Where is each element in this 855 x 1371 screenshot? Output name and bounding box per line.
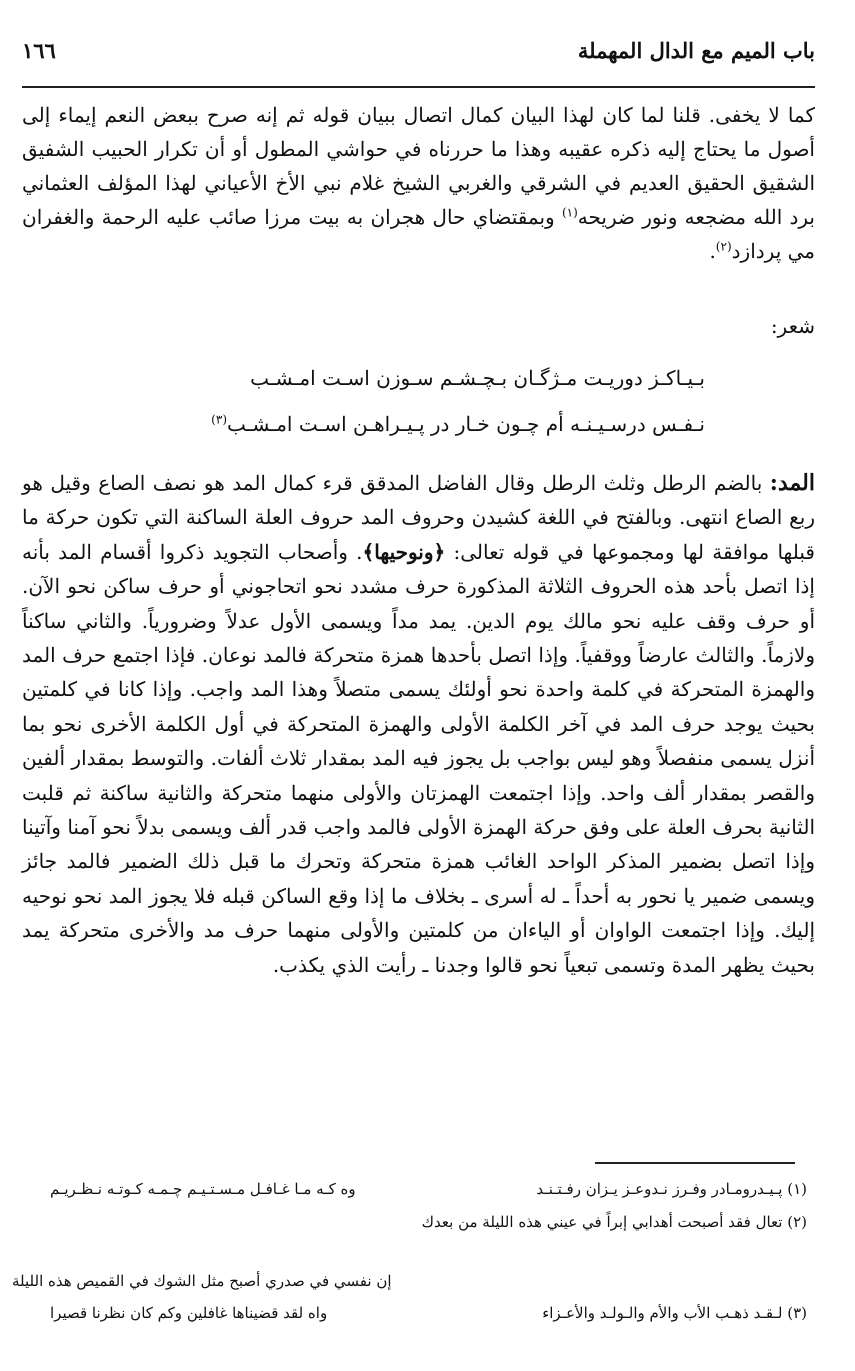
footnote-3-verse-b: واه لقد قضيناها غافلين وكم كان نظرنا قصيرا [50,1304,328,1322]
footnote-3-verse-a: (٣) لـقـد ذهـب الأب والأم والـولـد والأعـزاء [542,1304,807,1322]
main-entry [22,466,815,982]
quran-quote: ﴿ونوحيها﴾ [362,539,446,564]
entry-term: المد: [769,470,815,496]
footnote-1-verse-a: (١) پـيـدرومـادر وفـرز نـدوعـز يـزان رفـتـنـد [536,1180,807,1198]
footnote-2-line-2: إن نفسي في صدري أصبح مثل الشوك في القميص هذه الليلة [12,1272,392,1290]
poem-line-1: بـيـاكـز دوريـت مـژگـان بـچـشـم سـوزن اسـت امـشـب [250,366,705,390]
intro-end: . [709,239,716,263]
footnote-1-verse-b: وه كـه مـا غـافـل مـسـتـيـم چـمـه كـوتـه نـظـريـم [50,1180,356,1198]
footnote-ref-3: (٣) [211,412,227,427]
page-header [22,30,815,88]
entry-text-1: بالضم الرطل وثلث الرطل وقال الفاضل المدقق قرء كمال المد هو نصف الصاع وقيل هو ربع الصاع انتهى. وبالفتح في اللغة كشيدن وحروف المد حروف العلة الساكنة التي تكون حركة ما قبلها موافقة لها ومجموعها في قوله تعالى: [22,471,815,564]
intro-text-2: وبمقتضاي حال هجران به بيت مرزا صائب عليه الرحمة والغفران مي پردازد [22,205,815,263]
chapter-title: باب الميم مع الدال المهملة [577,38,815,63]
footnote-divider [595,1162,795,1164]
page-number: ١٦٦ [22,38,56,63]
poem-line-2 [211,412,705,436]
intro-text: كما لا يخفى. قلنا لما كان لهذا البيان كمال اتصال ببيان قوله ثم إنه صرح ببعض النعم إيماء إلى أصول ما يحتاج إليه ذكره عقيبه وهذا ما حررناه في حواشي المطول أو أن تكرار الحبيب الشفيق الشقيق الحقيق العديم في الشرقي والغربي الشيخ غلام نبي الأخ الأعياني لهذا المؤلف العثماني برد الله مضجعه ونور ضريحه [22,103,815,229]
intro-paragraph [22,98,815,268]
entry-text-2: . وأصحاب التجويد ذكروا أقسام المد بأنه إذا اتصل بأحد هذه الحروف الثلاثة المذكورة حرف مشدد نحو اتحاجوني أو حرف ساكن نحو الآن. أو حرف وقف عليه نحو مالك يوم الدين. يمد مداً ويسمى الأول عدلاً وضرورياً. والثاني ساكناً ولازماً. والثالث عارضاً ووقفياً. وإذا اتصل بأحدها همزة متحركة فالمد نوعان. فإذا اجتمع حرف المد والهمزة المتحركة في كلمة واحدة نحو أولئك يسمى متصلاً وهذا المد واجب. وإذا كانا في كلمتين بحيث يوجد حرف المد في آخر الكلمة الأولى والهمزة المتحركة في أول الكلمة الأخرى نحو بما أنزل يسمى منفصلاً وهو ليس بواجب بل يجوز فيه المد بمقدار ثلاث ألفات. والتوسط بمقدار ألفين والقصر بمقدار ألف واحد. وإذا اجتمعت الهمزتان والأولى منهما متحركة والثانية ساكنة ثم قلبت الثانية بحرف العلة على وفق حركة الهمزة الأولى فالمد واجب قدر ألف ويسمى بدلاً نحو آمنا وآتينا وإذا اتصل بضمير المذكر الواحد الغائب همزة متحركة وتحرك ما قبل ذلك الضمير فالمد جائز ويسمى ضمير يا نحور به أحداً ـ له أسرى ـ بخلاف ما إذا وقع الساكن قبله فلا يجوز المد نحو نوحيه إليك. وإذا اجتمعت الواوان أو الياءان من كلمتين والأولى منهما حرف مد والأخرى متحركة يمد بحيث يظهر المدة وتسمى تبعياً نحو قالوا وجدنا ـ رأيت الذي يكذب. [22,539,816,977]
footnote-2-line-1: (٢) تعال فقد أصبحت أهدابي إبراً في عيني هذه الليلة من بعدك [421,1213,807,1231]
footnote-ref-1: (١) [561,205,578,220]
poem-label: شعر: [770,314,815,338]
footnote-ref-2: (٢) [715,239,732,254]
poem-line-2-text: نـفـس درسـيـنـه أم چـون خـار در پـيـراهـن اسـت امـشـب [227,412,705,436]
